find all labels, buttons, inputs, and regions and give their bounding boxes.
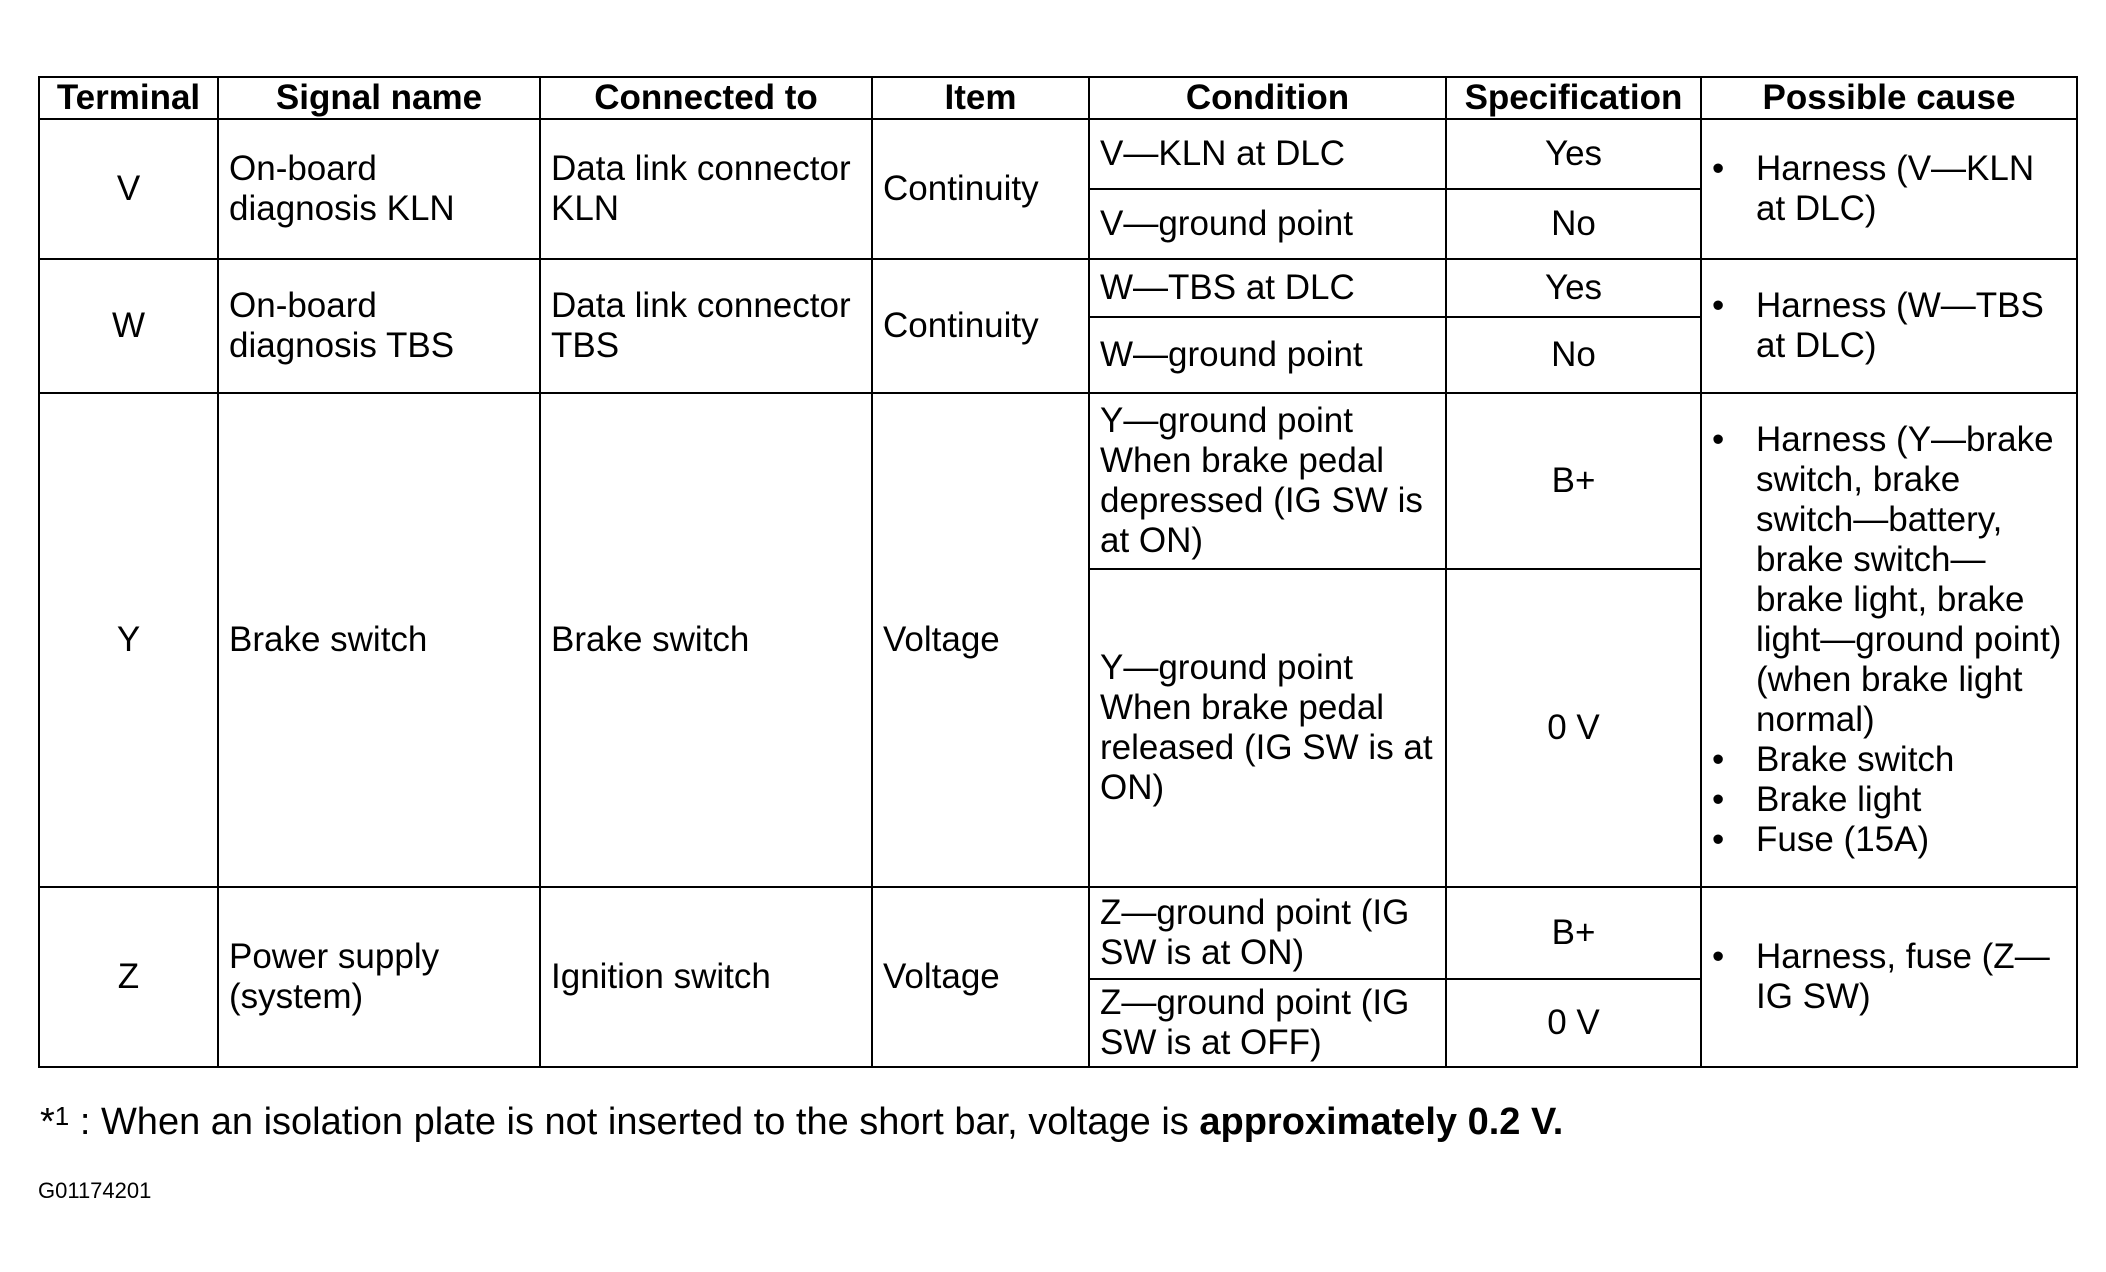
specification-cell: No [1446,317,1701,393]
header-specification: Specification [1446,77,1701,119]
item-cell: Voltage [872,393,1089,887]
condition-cell: V—ground point [1089,189,1446,259]
cause-item: • Brake switch [1712,740,1955,779]
specification-cell: No [1446,189,1701,259]
footnote-marker: * [40,1101,55,1143]
terminal-cell: V [39,119,218,259]
item-cell: Continuity [872,259,1089,393]
condition-cell: Z—ground point (IG SW is at ON) [1089,887,1446,979]
figure-id: G01174201 [38,1178,152,1203]
possible-cause-cell [1701,393,2077,887]
table-row [39,259,2077,317]
condition-cell: W—TBS at DLC [1089,259,1446,317]
cause-item: • Brake light [1712,780,1922,819]
possible-cause-cell [1701,119,2077,259]
connected-to-cell: Data link connector KLN [540,119,872,259]
footnote [40,1098,1563,1146]
specification-cell: B+ [1446,887,1701,979]
cause-item: • Harness, fuse (Z—IG SW) [1712,937,2050,1016]
specification-cell: Yes [1446,259,1701,317]
condition-cell: W—ground point [1089,317,1446,393]
terminal-cell: W [39,259,218,393]
possible-cause-cell [1701,887,2077,1067]
table-row [39,393,2077,569]
connected-to-cell: Data link connector TBS [540,259,872,393]
cause-item: • Harness (Y—brake switch, brake switch—battery, brake switch—brake light, brake light—ground point) (when brake light normal) [1712,420,2062,739]
item-cell: Voltage [872,887,1089,1067]
terminal-spec-table [38,76,2078,1068]
possible-cause-cell [1701,259,2077,393]
footnote-text: : When an isolation plate is not inserted to the short bar, voltage is [69,1101,1200,1143]
footnote-marker-number: 1 [54,1101,70,1131]
condition-cell: Z—ground point (IG SW is at OFF) [1089,979,1446,1067]
specification-cell: 0 V [1446,569,1701,887]
signal-name-cell: On-board diagnosis TBS [218,259,540,393]
condition-cell: Y—ground point When brake pedal released (IG SW is at ON) [1089,569,1446,887]
specification-cell: 0 V [1446,979,1701,1067]
item-cell: Continuity [872,119,1089,259]
condition-cell: V—KLN at DLC [1089,119,1446,189]
header-signal-name: Signal name [218,77,540,119]
signal-name-cell: Brake switch [218,393,540,887]
table-row [39,887,2077,979]
cause-item: • Fuse (15A) [1712,820,1930,859]
table-row [39,119,2077,189]
terminal-cell: Y [39,393,218,887]
cause-item: • Harness (W—TBS at DLC) [1712,286,2044,365]
footnote-bold-text: approximately 0.2 V. [1199,1101,1564,1143]
condition-cell: Y—ground point When brake pedal depressed (IG SW is at ON) [1089,393,1446,569]
signal-name-cell: Power supply (system) [218,887,540,1067]
cause-item: • Harness (V—KLN at DLC) [1712,149,2035,228]
specification-cell: Yes [1446,119,1701,189]
header-connected-to: Connected to [540,77,872,119]
table-header-row [39,77,2077,119]
header-item: Item [872,77,1089,119]
terminal-cell: Z [39,887,218,1067]
signal-name-cell: On-board diagnosis KLN [218,119,540,259]
header-condition: Condition [1089,77,1446,119]
connected-to-cell: Ignition switch [540,887,872,1067]
specification-cell: B+ [1446,393,1701,569]
connected-to-cell: Brake switch [540,393,872,887]
header-possible-cause: Possible cause [1701,77,2077,119]
header-terminal: Terminal [39,77,218,119]
